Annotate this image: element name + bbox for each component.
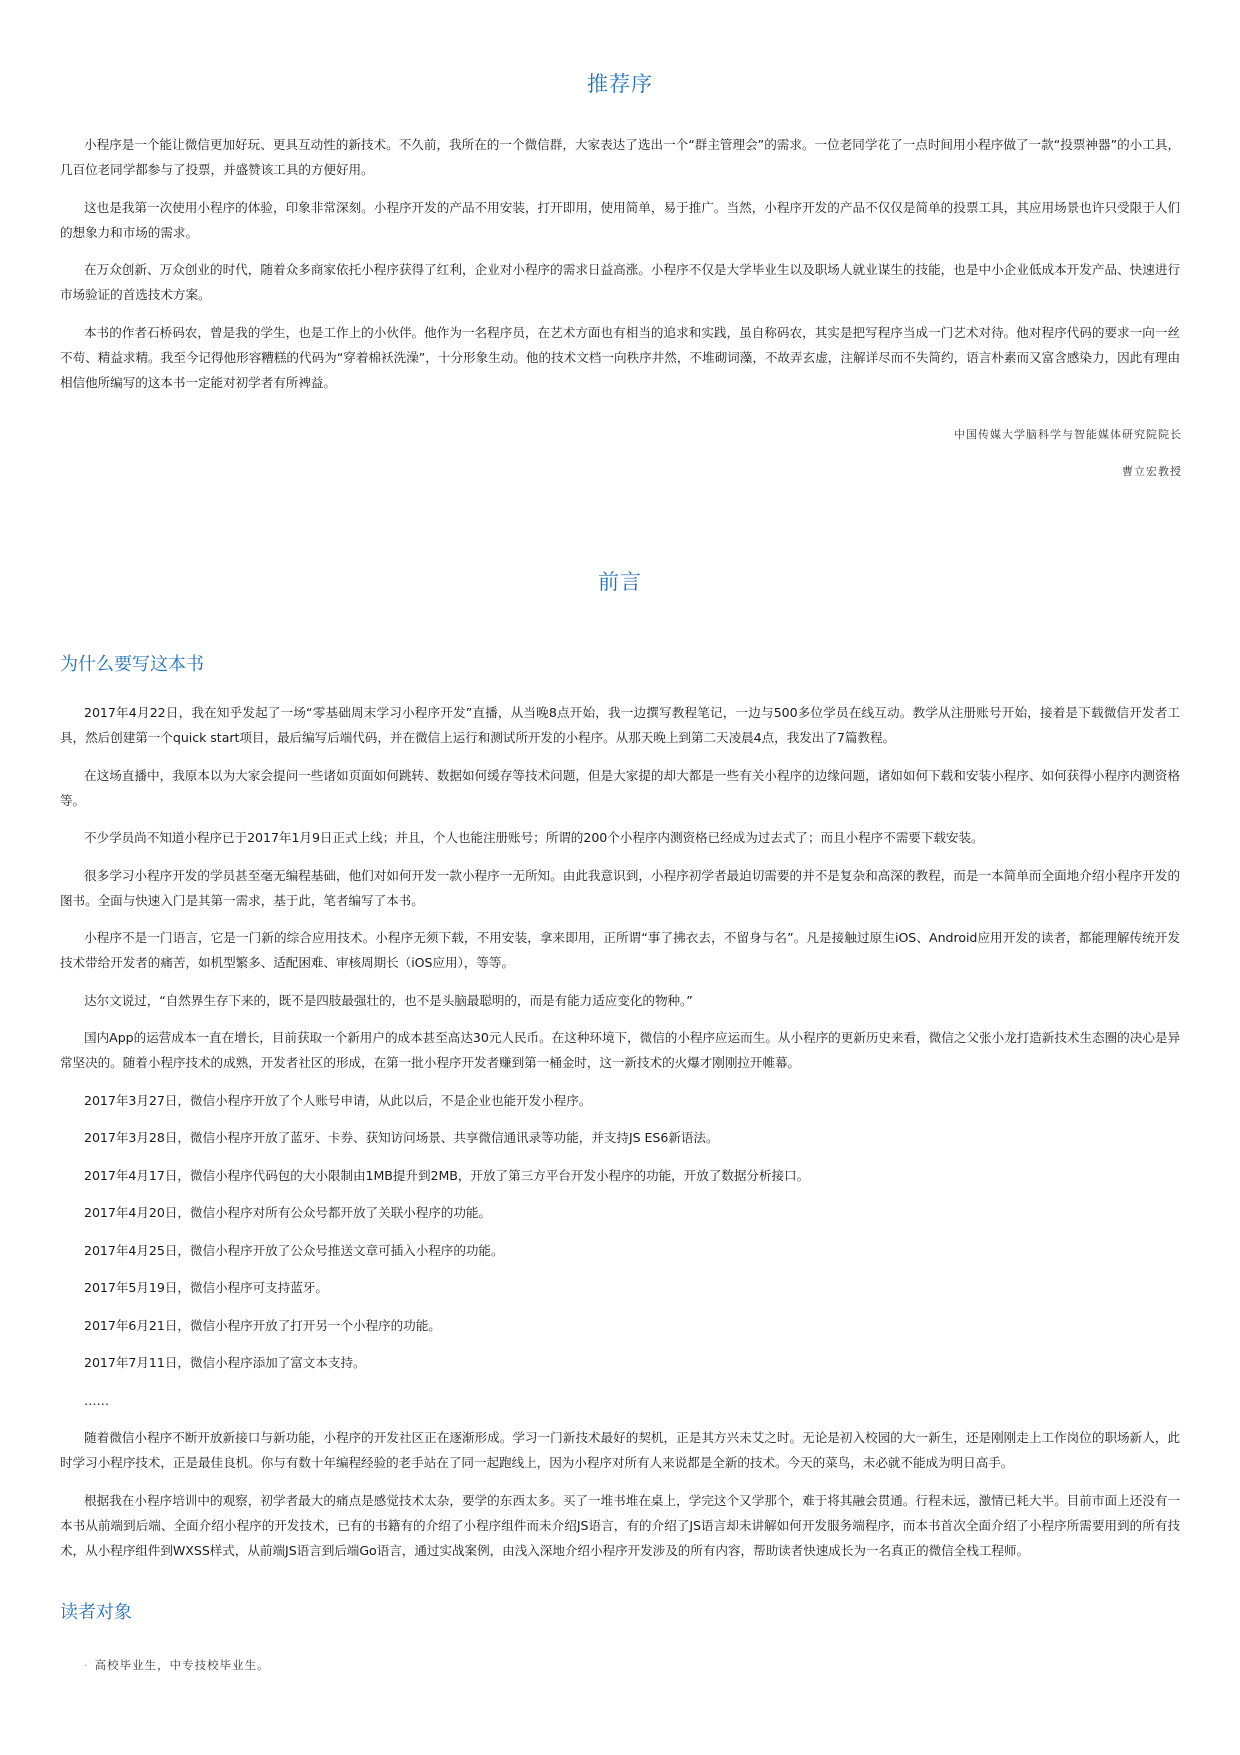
timeline-item: 2017年6月21日，微信小程序开放了打开另一个小程序的功能。 <box>84 1317 441 1333</box>
preface-paragraph: 在这场直播中，我原本以为大家会提问一些诸如页面如何跳转、数据如何缓存等技术问题，但是大家提的却大都是一些有关小程序的边缘问题，诸如如何下载和安装小程序、如何获得小程序内测资格等。 <box>60 767 1180 808</box>
preface-paragraph: 随着微信小程序不断开放新接口与新功能，小程序的开发社区正在逐渐形成。学习一门新技术最好的契机，正是其方兴未艾之时。无论是初入校园的大一新生，还是刚刚走上工作岗位的职场新人，此时学习小程序技术，正是最佳良机。你与有数十年编程经验的老手站在了同一起跑线上，因为小程序对所有人来说都是全新的技术。今天的菜鸟，未必就不能成为明日高手。 <box>60 1430 1180 1470</box>
timeline-item: 2017年4月17日，微信小程序代码包的大小限制由1MB提升到2MB，开放了第三方平台开发小程序的功能，开放了数据分析接口。 <box>84 1167 810 1183</box>
preface-paragraph: 很多学习小程序开发的学员甚至毫无编程基础，他们对如何开发一款小程序一无所知。由此我意识到，小程序初学者最迫切需要的并不是复杂和高深的教程，而是一本简单而全面地介绍小程序开发的图书。全面与快速入门是其第一需求，基于此，笔者编写了本书。 <box>60 867 1180 908</box>
readers-heading: 读者对象 <box>60 1602 132 1623</box>
timeline-item: 2017年3月28日，微信小程序开放了蓝牙、卡券、获知访问场景、共享微信通讯录等功能，并支持JS ES6新语法。 <box>84 1130 719 1145</box>
foreword-paragraph: 小程序是一个能让微信更加好玩、更具互动性的新技术。不久前，我所在的一个微信群，大家表达了选出一个“群主管理会”的需求。一位老同学花了一点时间用小程序做了一款“投票神器”的小工具，几百位老同学都参与了投票，并盛赞该工具的方便好用。 <box>60 137 1180 177</box>
preface-paragraph: 小程序不是一门语言，它是一门新的综合应用技术。小程序无须下载，不用安装，拿来即用，正所谓“事了拂衣去，不留身与名”。凡是接触过原生iOS、Android应用开发的读者，都能理解传统开发技术带给开发者的痛苦，如机型繁多、适配困难、审核周期长（iOS应用），等等。 <box>60 930 1180 970</box>
preface-paragraph: 不少学员尚不知道小程序已于2017年1月9日正式上线；并且，个人也能注册账号；所谓的200个小程序内测资格已经成为过去式了；而且小程序不需要下载安装。 <box>84 830 984 845</box>
ellipsis: …… <box>84 1392 110 1408</box>
signature-organization: 中国传媒大学脑科学与智能媒体研究院院长 <box>954 428 1182 441</box>
timeline-item: 2017年4月20日，微信小程序对所有公众号都开放了关联小程序的功能。 <box>84 1205 491 1220</box>
foreword-body <box>60 132 1180 395</box>
timeline-item: 2017年3月27日，微信小程序开放了个人账号申请，从此以后，不是企业也能开发小程序。 <box>84 1092 592 1108</box>
foreword-paragraph: 本书的作者石桥码农，曾是我的学生，也是工作上的小伙伴。他作为一名程序员，在艺术方面也有相当的追求和实践，虽自称码农，其实是把写程序当成一门艺术对待。他对程序代码的要求一向一丝不苟、精益求精。我至今记得他形容糟糕的代码为“穿着棉袄洗澡”，十分形象生动。他的技术文档一向秩序井然，不堆砌词藻，不故弄玄虚，注解详尽而不失简约，语言朴素而又富含感染力，因此有理由相信他所编写的这本书一定能对初学者有所裨益。 <box>60 324 1180 390</box>
preface-paragraph: 根据我在小程序培训中的观察，初学者最大的痛点是感觉技术太杂，要学的东西太多。买了一堆书堆在桌上，学完这个又学那个，难于将其融会贯通。行程未远，激情已耗大半。目前市面上还没有一本书从前端到后端、全面介绍小程序的开发技术，已有的书籍有的介绍了小程序组件而未介绍JS语言，有的介绍了JS语言却未讲解如何开发服务端程序，而本书首次全面介绍了小程序所需要用到的所有技术，从小程序组件到WXSS样式，从前端JS语言到后端Go语言，通过实战案例，由浅入深地介绍小程序开发涉及的所有内容，帮助读者快速成长为一名真正的微信全栈工程师。 <box>60 1492 1180 1558</box>
timeline-item: 2017年4月25日，微信小程序开放了公众号推送文章可插入小程序的功能。 <box>84 1242 504 1258</box>
list-item <box>84 1655 270 1675</box>
preface-paragraph: 达尔文说过，“自然界生存下来的，既不是四肢最强壮的，也不是头脑最聪明的，而是有能力适应变化的物种。” <box>84 992 693 1008</box>
timeline-item: 2017年7月11日，微信小程序添加了富文本支持。 <box>84 1355 366 1370</box>
preface-paragraph: 国内App的运营成本一直在增长，目前获取一个新用户的成本甚至高达30元人民币。在这种环境下，微信的小程序应运而生。从小程序的更新历史来看，微信之父张小龙打造新技术生态圈的决心是异常坚决的。随着小程序技术的成熟，开发者社区的形成，在第一批小程序开发者赚到第一桶金时，这一新技术的火爆才刚刚拉开帷幕。 <box>60 1030 1180 1070</box>
why-write-heading: 为什么要写这本书 <box>60 654 204 675</box>
foreword-paragraph: 这也是我第一次使用小程序的体验，印象非常深刻。小程序开发的产品不用安装，打开即用，使用简单，易于推广。当然，小程序开发的产品不仅仅是简单的投票工具，其应用场景也许只受限于人们的想象力和市场的需求。 <box>60 199 1180 240</box>
preface-body <box>60 700 1180 1563</box>
preface-title: 前言 <box>598 570 642 594</box>
list-item-text: 高校毕业生，中专技校毕业生。 <box>94 1658 270 1672</box>
preface-paragraph: 2017年4月22日，我在知乎发起了一场“零基础周末学习小程序开发”直播，从当晚8点开始，我一边撰写教程笔记，一边与500多位学员在线互动。教学从注册账号开始，接着是下载微信开发者工具，然后创建第一个quick start项目，最后编写后端代码，并在微信上运行和测试所开发的小程序。从那天晚上到第二天凌晨4点，我发出了7篇教程。 <box>60 705 1180 745</box>
foreword-title: 推荐序 <box>587 72 653 96</box>
signature-name: 曹立宏教授 <box>1122 465 1182 478</box>
foreword-paragraph: 在万众创新、万众创业的时代，随着众多商家依托小程序获得了红利，企业对小程序的需求日益高涨。小程序不仅是大学毕业生以及职场人就业谋生的技能，也是中小企业低成本开发产品、快速进行市场验证的首选技术方案。 <box>60 262 1180 302</box>
bullet-icon: · <box>84 1658 89 1672</box>
readers-list <box>84 1655 270 1675</box>
timeline-item: 2017年5月19日，微信小程序可支持蓝牙。 <box>84 1280 328 1295</box>
